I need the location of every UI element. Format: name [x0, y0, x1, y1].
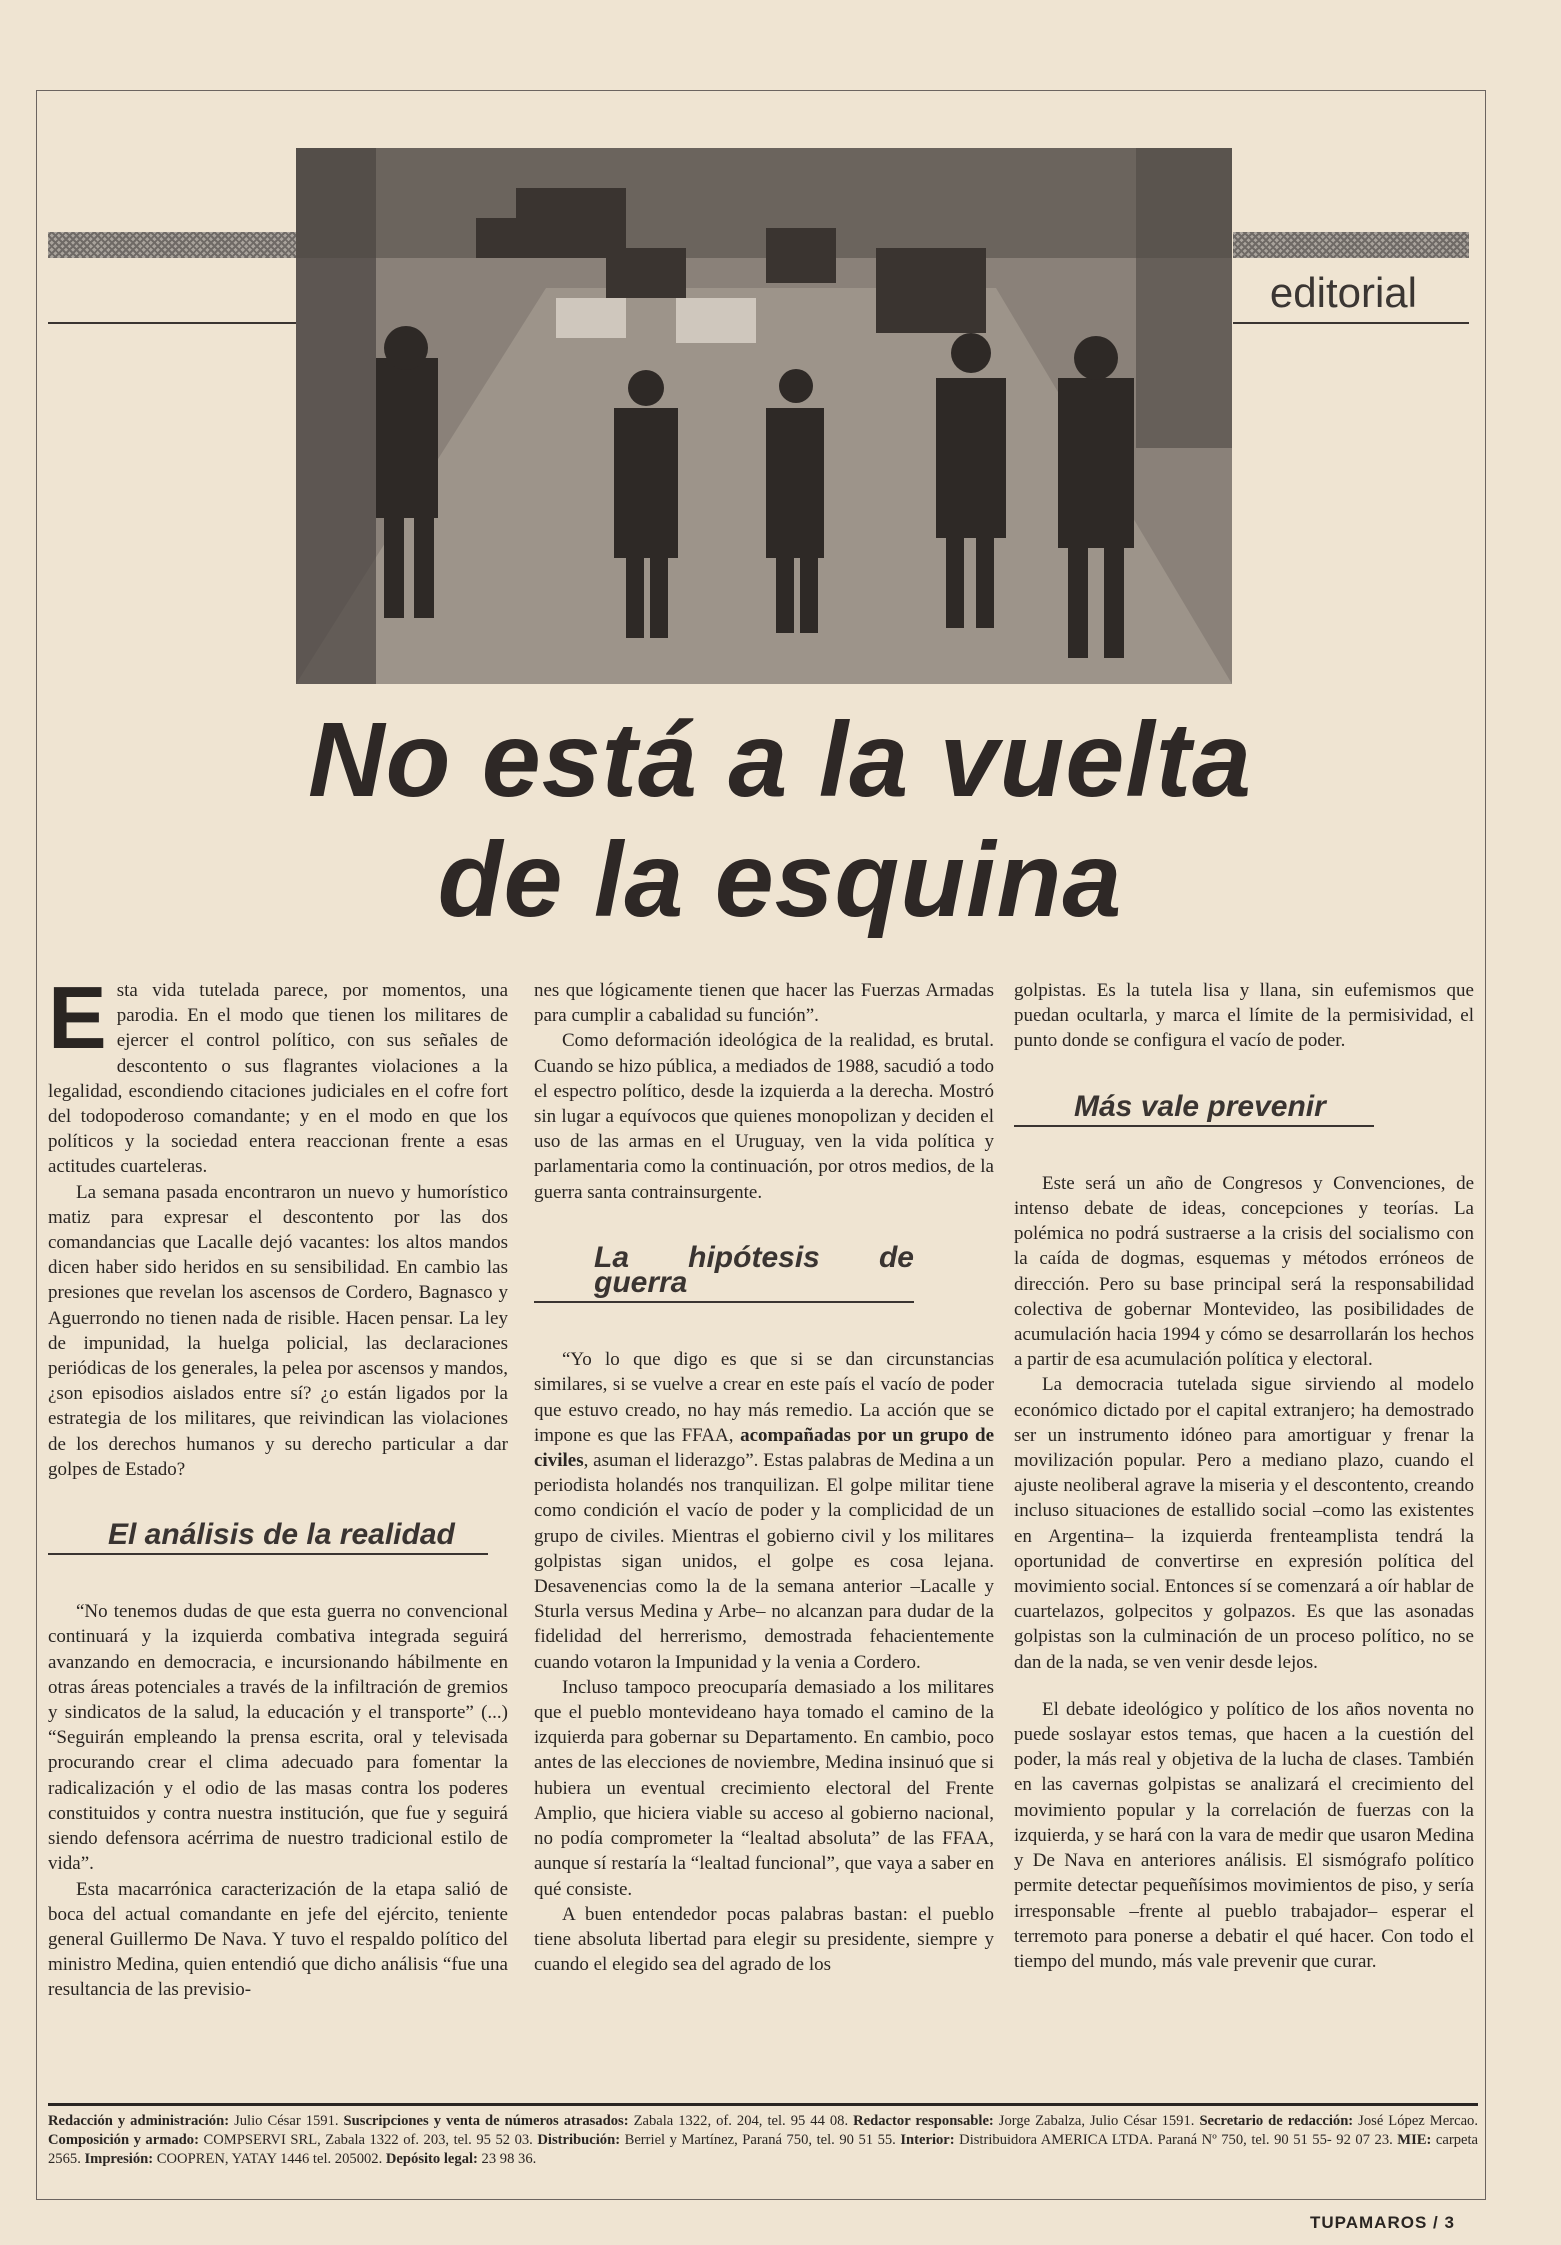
credit-label: Redactor responsable: [853, 2113, 994, 2129]
credit-label: Redacción y administración: [48, 2113, 230, 2129]
decorative-stripe-left [48, 232, 296, 258]
headline-line-2: de la esquina [437, 821, 1123, 939]
paragraph-text: “Yo lo que digo es que si se dan circunstancias similares, si se vuelve a crear en este país el vacío de poder que estuvo creado, no hay más remedio. La acción que se impone es que las FFAA, [534, 1349, 994, 1446]
credit-label: Composición y armado: [48, 2132, 199, 2148]
paragraph [534, 1347, 994, 1675]
credit-value: Zabala 1322, of. 204, tel. 95 44 08. [628, 2113, 854, 2129]
paragraph: Como deformación ideológica de la realidad, es brutal. Cuando se hizo pública, a mediados de 1988, sacudió a todo el espectro político, desde la izquierda a la derecha. Mostró sin lugar a equívocos que quienes monopolizan y deciden el uso de las armas en el Uruguay, ven la vida política y parlamentaria como la continuación, por otros medios, de la guerra santa contrainsurgente. [534, 1030, 994, 1203]
paragraph: A buen entendedor pocas palabras bastan: el pueblo tiene absoluta libertad para elegir su presidente, siempre y cuando el elegido sea del agrado de los [534, 1903, 994, 1976]
credit-label: Impresión: [84, 2151, 154, 2167]
subheading: El análisis de la realidad [48, 1522, 488, 1555]
credit-label: Interior: [900, 2132, 955, 2148]
emphasis-text: acompañadas por un grupo de civiles [534, 1424, 994, 1472]
subheading: Más vale prevenir [1014, 1094, 1374, 1127]
paragraph: Esta macarrónica caracterización de la etapa salió de boca del actual comandante en jefe del ejército, teniente general Guillermo De Nava. Y tuvo el respaldo político del ministro Medina, quien entendió que dicho análisis “fue una resultancia de las previsio- [48, 1878, 508, 2001]
section-rule [48, 322, 296, 324]
article-column-1 [48, 968, 508, 2003]
credit-label: Suscripciones y venta de números atrasados: [343, 2113, 629, 2129]
paragraph-text: , asuman el liderazgo”. Estas palabras de Medina a un periodista holandés nos tranquilizan. El golpe militar tiene como condición el vacío de poder y la complicidad de un grupo de civiles. Mientras el gobierno civil y los militares golpistas sigan unidos, el golpe es cosa lejana. Desavenencias como la de la semana anterior –Lacalle y Sturla versus Medina y Arbe– no alcanzan para dudar de la fidelidad del herrerismo, demostrada fehacientemente cuando votaron la Impunidad y la venia a Cordero. [534, 1450, 994, 1673]
subheading: La hipótesis de guerra [534, 1245, 914, 1303]
credit-value: Jorge Zabalza, Julio César 1591. [993, 2113, 1200, 2129]
credit-label: MIE: [1397, 2132, 1432, 2148]
credit-label: Secretario de redacción: [1199, 2113, 1354, 2129]
paragraph: La semana pasada encontraron un nuevo y humorístico matiz para expresar el descontento por las dos comandancias que Lacalle dejó vacantes: los altos mandos dicen haber sido heridos en su sensibilidad. En cambio las presiones que revelan los ascensos de Cordero, Bagnasco y Aguerrondo no tienen nada de risible. Hacen pensar. La ley de impunidad, la huelga policial, las declaraciones periódicas de los generales, la pelea por ascensos y mandos, ¿son episodios aislados entre sí? ¿o están ligados por la estrategia de los militares, que reivindican las violaciones de los derechos humanos y su derecho particular a dar golpes de Estado? [48, 1181, 508, 1480]
decorative-stripe-right [1233, 232, 1469, 258]
credit-value: COMPSERVI SRL, Zabala 1322 of. 203, tel. 95 52 03. [198, 2132, 538, 2148]
credit-label: Distribución: [537, 2132, 621, 2148]
masthead-credits [48, 2103, 1478, 2169]
credit-value: Julio César 1591. [229, 2113, 344, 2129]
credit-value: Berriel y Martínez, Paraná 750, tel. 90 51 55. [620, 2132, 901, 2148]
credit-value: COOPREN, YATAY 1446 tel. 205002. [153, 2151, 386, 2167]
credit-value: Distribuidora AMERICA LTDA. Paraná Nº 750, tel. 90 51 55- 92 07 23. [954, 2132, 1398, 2148]
drop-cap: E [48, 968, 107, 1067]
paragraph: “No tenemos dudas de que esta guerra no convencional continuará y la izquierda combativa integrada seguirá avanzando en democracia, e incursionando hábilmente en otras áreas potenciales a través de la infiltración de gremios y sindicatos de la salud, la educación y el transporte” (...) “Seguirán empleando la prensa escrita, oral y televisada procurando crear el clima adecuado para fomentar la radicalización y el odio de las masas contra los poderes constituidos y contra nuestra institución, que fue y seguirá siendo defensora acérrima de nuestro tradicional estilo de vida”. [48, 1601, 508, 1875]
paragraph: golpistas. Es la tutela lisa y llana, sin eufemismos que puedan ocultarla, y marca el límite de la permisividad, el punto donde se configura el vacío de poder. [1014, 980, 1474, 1052]
paragraph: El debate ideológico y político de los años noventa no puede soslayar estos temas, que hacen a la cuestión del poder, la más real y objetiva de la lucha de clases. También en las cavernas golpistas se analizará el crecimiento del movimiento popular y la correlación de fuerzas con la izquierda, y se hará con la vara de medir que usaron Medina y De Nava en anteriores análisis. El sismógrafo político permite detectar pequeñísimos movimientos de piso, y sería irresponsable –frente al pueblo trabajador– esperar el terremoto para ponerse a debatir el qué hacer. Con todo el tiempo del mundo, más vale prevenir que curar. [1014, 1698, 1474, 1972]
soldiers-on-street-photo [296, 148, 1232, 684]
paragraph: Este será un año de Congresos y Convenciones, de intenso debate de ideas, concepciones y teorías. La polémica no podrá sustraerse a la crisis del socialismo con la caída de dogmas, esquemas y métodos erróneos de dirección. Pero su base principal será la responsabilidad colectiva de gobernar Montevideo, las posibilidades de acumulación hacia 1994 y cómo se desarrollarán los hechos a partir de esa acumulación política y electoral. [1014, 1172, 1474, 1371]
paragraph-text: sta vida tutelada parece, por momentos, una parodia. En el modo que tienen los militares de ejercer el control político, con sus señales de descontento o sus flagrantes violaciones a la legalidad, escondiendo citaciones judiciales en el cofre fort del todopoderoso comandante; y en el modo en que los políticos y la sociedad entera reaccionan frente a esas actitudes cuarteleras. [48, 980, 508, 1178]
article-column-3 [1014, 978, 1474, 1974]
credit-value: 23 98 36. [477, 2151, 537, 2167]
credit-value: José López Mercao. [1353, 2113, 1478, 2129]
headline [200, 700, 1360, 940]
credit-value: carpeta 2565. [48, 2132, 1479, 2167]
section-label: editorial [1233, 262, 1469, 324]
headline-line-1: No está a la vuelta [308, 701, 1252, 819]
paragraph: La democracia tutelada sigue sirviendo al modelo económico dictado por el capital extranjero; ha demostrado ser un instrumento idóneo para amortiguar y frenar la movilización popular. Pero a mediano plazo, cuando el ajuste neoliberal agrave la miseria y el descontento, creando incluso situaciones de estallido social –como las existentes en Argentina– la izquierda frenteamplista tendrá la oportunidad de convertirse en expresión política del movimiento social. Entonces sí se comenzará a oír hablar de cuartelazos, golpecitos y golpazos. Es que las asonadas golpistas son la culminación de un proceso político, no se dan de la nada, se ven venir desde lejos. [1014, 1374, 1474, 1673]
article-column-2 [534, 978, 994, 1977]
paragraph [48, 968, 508, 1180]
credit-label: Depósito legal: [385, 2151, 478, 2167]
page-number: TUPAMAROS / 3 [1310, 2213, 1455, 2232]
paragraph: nes que lógicamente tienen que hacer las Fuerzas Armadas para cumplir a cabalidad su función”. [534, 980, 994, 1027]
paragraph: Incluso tampoco preocuparía demasiado a los militares que el pueblo montevideano haya tomado el camino de la izquierda para gobernar su Departamento. En cambio, poco antes de las elecciones de noviembre, Medina insinuó que si hubiera un eventual crecimiento electoral del Frente Amplio, que hiciera viable su acceso al gobierno nacional, no podía comprometer la “lealtad absoluta” de las FFAA, aunque sí restaría la “lealtad funcional”, que vaya a saber en qué consiste. [534, 1676, 994, 1900]
